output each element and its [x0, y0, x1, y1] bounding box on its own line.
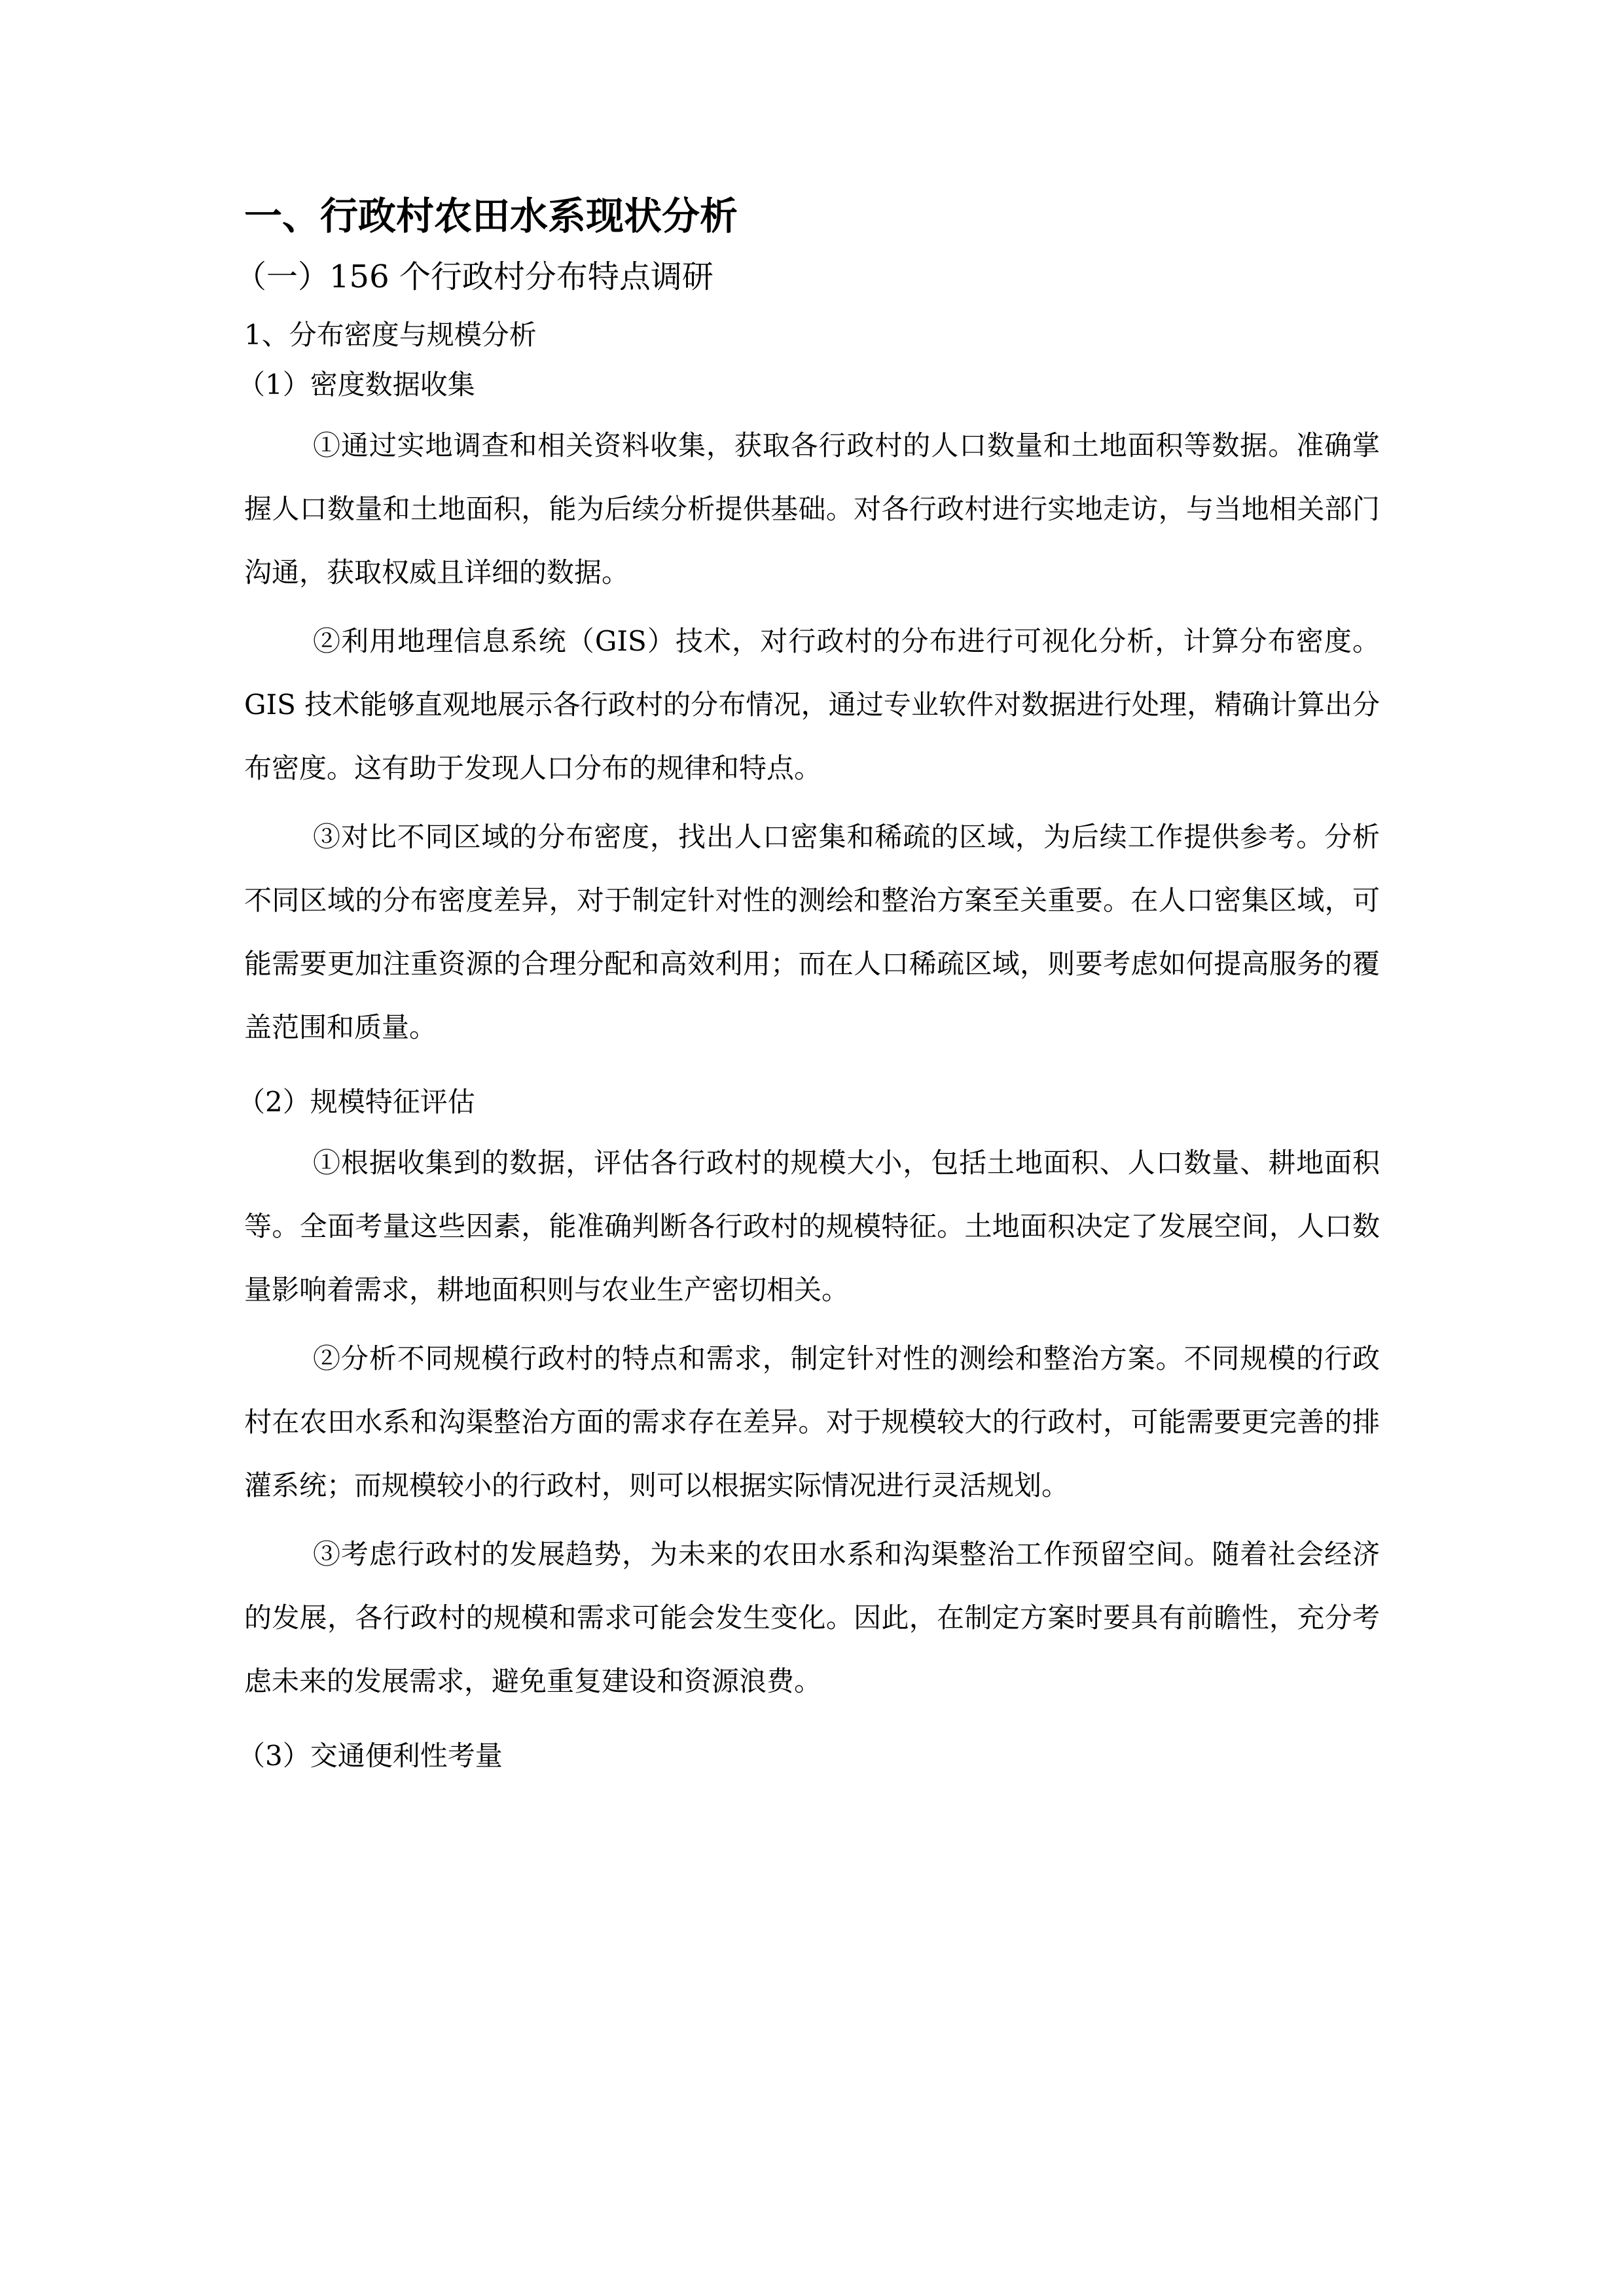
document-page: [235, 190, 1380, 1785]
subsection-heading: 1、分布密度与规模分析: [244, 319, 537, 351]
item-heading-density: （1）密度数据收集: [238, 368, 475, 401]
section-heading: （一）156 个行政村分布特点调研: [235, 259, 713, 295]
item-heading-traffic: （3）交通便利性考量: [238, 1740, 503, 1772]
paragraph: ③对比不同区域的分布密度，找出人口密集和稀疏的区域，为后续工作提供参考。分析不同区域的分布密度差异，对于制定针对性的测绘和整治方案至关重要。在人口密集区域，可能需要更加注重资源的合理分配和高效利用；而在人口稀疏区域，则要考虑如何提高服务的覆盖范围和质量。: [244, 821, 1380, 1043]
paragraph: ②分析不同规模行政村的特点和需求，制定针对性的测绘和整治方案。不同规模的行政村在农田水系和沟渠整治方面的需求存在差异。对于规模较大的行政村，可能需要更完善的排灌系统；而规模较小的行政村，则可以根据实际情况进行灵活规划。: [244, 1342, 1380, 1501]
paragraph: ①通过实地调查和相关资料收集，获取各行政村的人口数量和土地面积等数据。准确掌握人口数量和土地面积，能为后续分析提供基础。对各行政村进行实地走访，与当地相关部门沟通，获取权威且详细的数据。: [244, 429, 1380, 588]
item-heading-scale: （2）规模特征评估: [238, 1086, 475, 1118]
paragraph: ③考虑行政村的发展趋势，为未来的农田水系和沟渠整治工作预留空间。随着社会经济的发展，各行政村的规模和需求可能会发生变化。因此，在制定方案时要具有前瞻性，充分考虑未来的发展需求，避免重复建设和资源浪费。: [244, 1538, 1380, 1697]
paragraph: ②利用地理信息系统（GIS）技术，对行政村的分布进行可视化分析，计算分布密度。GIS 技术能够直观地展示各行政村的分布情况，通过专业软件对数据进行处理，精确计算出分布密度。这有助于发现人口分布的规律和特点。: [244, 625, 1380, 784]
paragraph: ①根据收集到的数据，评估各行政村的规模大小，包括土地面积、人口数量、耕地面积等。全面考量这些因素，能准确判断各行政村的规模特征。土地面积决定了发展空间，人口数量影响着需求，耕地面积则与农业生产密切相关。: [244, 1147, 1380, 1306]
chapter-heading: 一、行政村农田水系现状分析: [244, 194, 738, 238]
